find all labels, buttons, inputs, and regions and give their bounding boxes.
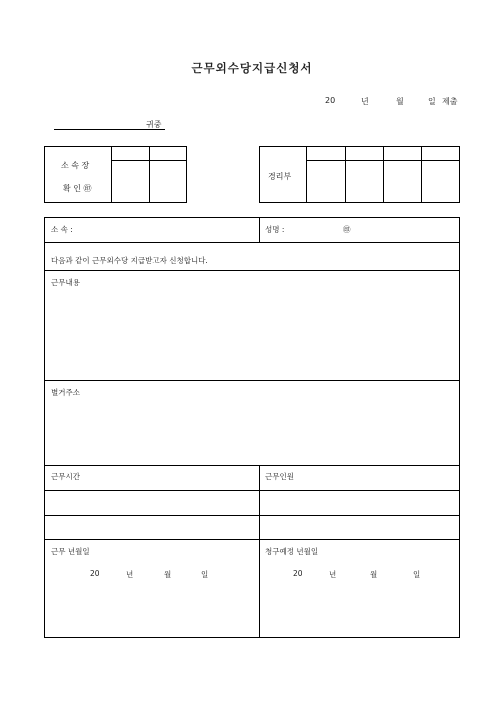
statement-text: 다음과 같이 근무외수당 지급받고자 신청합니다. xyxy=(51,256,208,265)
approval-right-header-line xyxy=(306,160,460,161)
work-date-label: 근무 년월일 xyxy=(51,547,90,556)
claim-date-month-unit: 월 xyxy=(370,570,378,579)
work-persons-label: 근무인원 xyxy=(265,472,294,481)
work-date-day-unit: 일 xyxy=(201,570,209,579)
claim-date-day-unit: 일 xyxy=(413,570,421,579)
approval-right-label: 경리부 xyxy=(268,172,292,181)
approval-box-left xyxy=(44,146,187,203)
claim-date-year-unit: 년 xyxy=(329,570,337,579)
affiliation-label: 소 속 : xyxy=(51,225,73,234)
work-date-month-unit: 월 xyxy=(164,570,172,579)
seal-mark: ㊞ xyxy=(343,225,351,234)
form-line-5 xyxy=(44,490,460,491)
form-line-4 xyxy=(44,465,460,466)
approval-left-col xyxy=(149,146,150,203)
location-label: 별거주소 xyxy=(51,388,80,397)
date-month-unit: 월 xyxy=(396,97,404,106)
recipient-suffix: 귀중 xyxy=(146,120,162,129)
work-hours-label: 근무시간 xyxy=(51,472,80,481)
name-label: 성명 : xyxy=(265,225,285,234)
form-line-2 xyxy=(44,270,460,271)
form-row1-divider xyxy=(259,217,260,242)
approval-left-line1: 소 속 장 xyxy=(61,161,90,170)
date-year-unit: 년 xyxy=(361,97,369,106)
form-line-7 xyxy=(44,539,460,540)
form-line-1 xyxy=(44,242,460,243)
page-title: 근무외수당지급신청서 xyxy=(191,61,313,75)
approval-right-col-2 xyxy=(383,146,384,203)
form-line-6 xyxy=(44,515,460,516)
approval-left-line2: 확 인 ㊞ xyxy=(63,184,92,193)
approval-left-divider xyxy=(111,146,112,203)
work-date-year-unit: 년 xyxy=(126,570,134,579)
date-year: 20 xyxy=(325,96,336,105)
form-line-3 xyxy=(44,380,460,381)
date-day-unit: 일 xyxy=(428,97,436,106)
work-content-label: 근무내용 xyxy=(51,278,80,287)
approval-right-col-1 xyxy=(345,146,346,203)
approval-left-header-line xyxy=(111,160,187,161)
approval-right-divider xyxy=(306,146,307,203)
date-submit: 제출 xyxy=(442,97,458,106)
main-form xyxy=(44,217,460,638)
claim-date-year: 20 xyxy=(293,569,303,578)
work-date-year: 20 xyxy=(90,569,100,578)
claim-date-label: 청구예정 년월일 xyxy=(265,547,319,556)
approval-right-col-3 xyxy=(421,146,422,203)
